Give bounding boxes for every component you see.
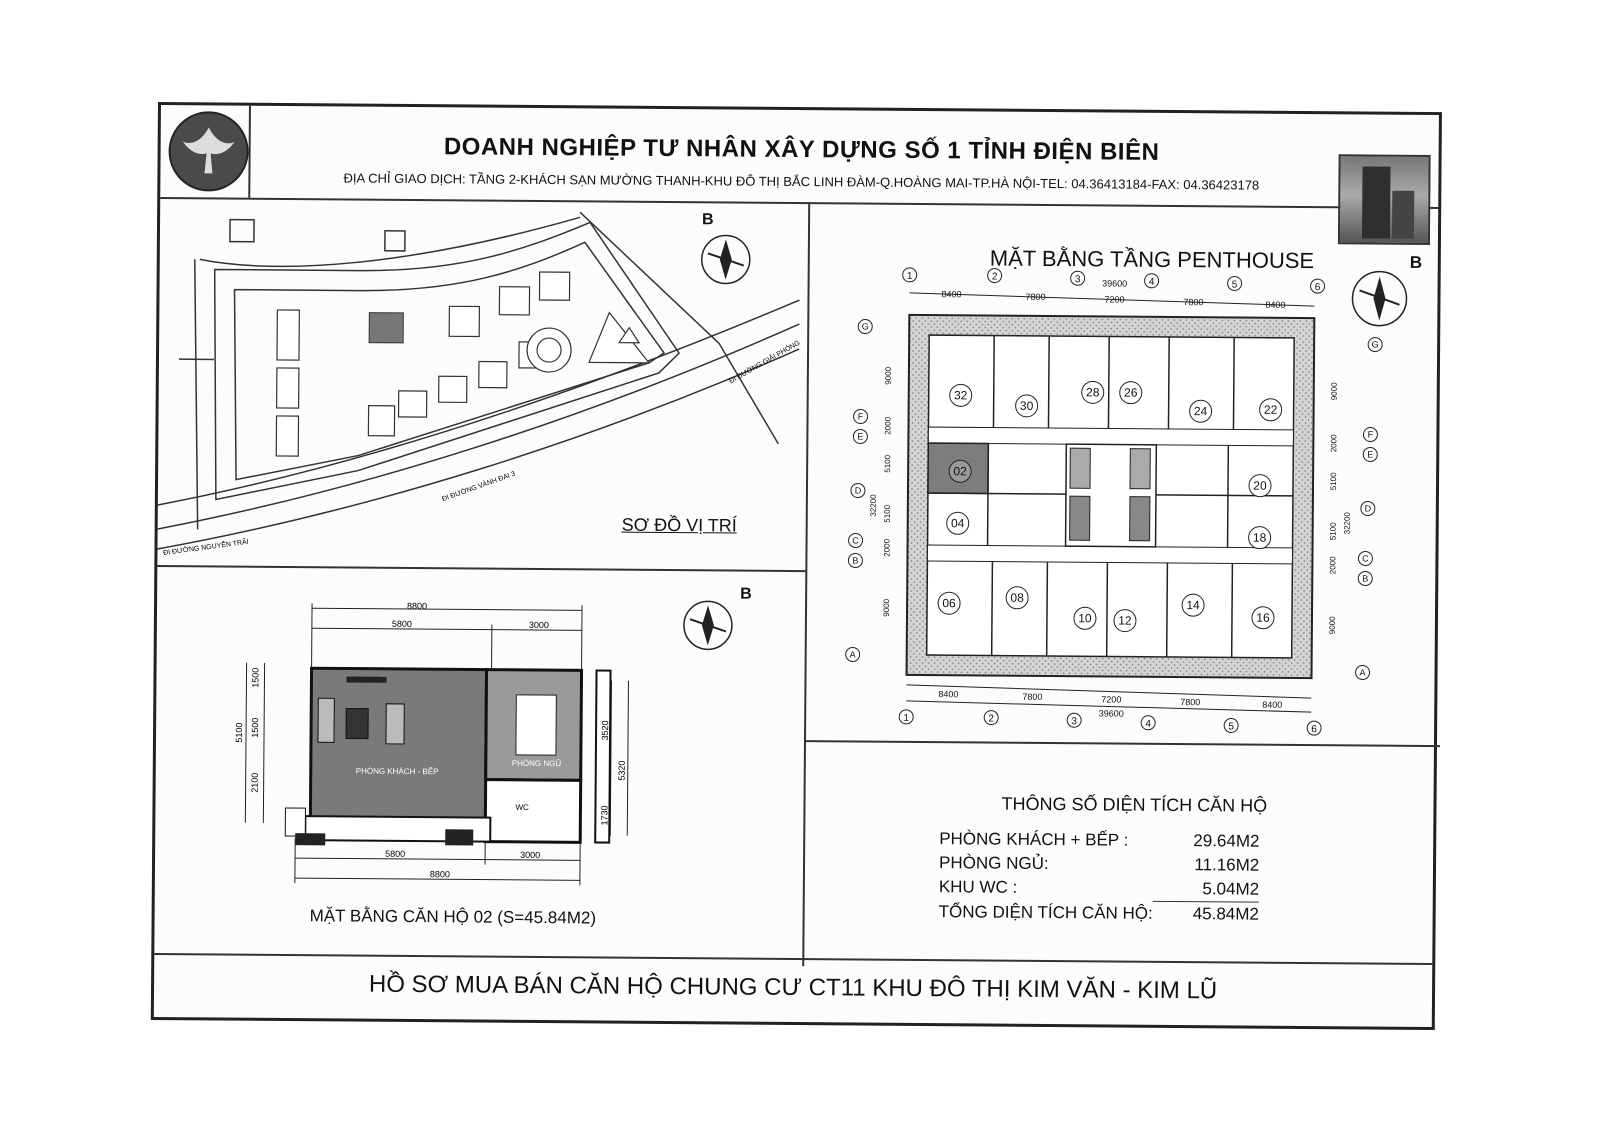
axis-row-a-right: A <box>1359 667 1366 678</box>
axis-col-2: 2 <box>991 271 998 283</box>
dim-right-5: 2000 <box>1328 556 1338 575</box>
dim-top-2: 3000 <box>528 619 549 631</box>
dim-left-2: 1500 <box>250 717 261 738</box>
unit-20: 20 <box>1253 478 1267 493</box>
penthouse-drawing <box>806 204 1444 745</box>
unit-02: 02 <box>953 464 967 479</box>
dim-right-6: 9000 <box>1327 616 1337 635</box>
axis-row-d-right: D <box>1364 503 1372 514</box>
dim-left-2: 2000 <box>883 416 893 435</box>
room-wc: WC <box>515 802 529 812</box>
company-logo <box>168 111 249 192</box>
penthouse-plan-panel <box>806 204 1444 745</box>
axis-row-f-right: F <box>1367 429 1374 440</box>
area-row <box>939 827 1259 854</box>
company-address: ĐỊA CHỈ GIAO DỊCH: TẦNG 2-KHÁCH SẠN MƯỜNG THANH-KHU ĐÔ THỊ BẮC LINH ĐÀM-Q.HOÀNG MAI-TP.HÀ NỘI-TEL: 04.36413184-FAX: 04.36423178 <box>343 170 1260 193</box>
axis-row-b-right: B <box>1362 573 1369 584</box>
dim-left-4: 5100 <box>882 504 892 523</box>
axis-row-d: D <box>854 485 862 496</box>
dim-left-total: 5100 <box>233 722 245 743</box>
document-title: HỒ SƠ MUA BÁN CĂN HỘ CHUNG CƯ CT11 KHU ĐÔ THỊ KIM VĂN - KIM LŨ <box>368 970 1218 1005</box>
dim-right-3: 5100 <box>1328 472 1339 491</box>
area-row <box>939 875 1259 902</box>
unit-10: 10 <box>1078 611 1092 626</box>
unit-32: 32 <box>953 388 968 403</box>
dim-right-1: 9000 <box>1329 382 1339 401</box>
axis-row-e-right: E <box>1367 449 1374 460</box>
dim-top-total: 8800 <box>407 600 428 612</box>
axis-col-4-bottom: 4 <box>1145 718 1151 730</box>
dim-bottom-total: 8800 <box>429 869 451 880</box>
dim-bottom-total: 39600 <box>1098 708 1124 719</box>
dim-top-5: 8400 <box>1265 299 1286 310</box>
dim-left-3: 5100 <box>883 454 893 473</box>
dim-left-1: 1500 <box>250 667 261 688</box>
drawing-sheet <box>151 102 1442 1030</box>
room-bedroom: PHÒNG NGỦ <box>511 758 562 769</box>
dim-right-1: 3520 <box>599 720 611 741</box>
unit-12: 12 <box>1118 613 1132 628</box>
unit-26: 26 <box>1124 385 1138 400</box>
area-total-label: TỔNG DIỆN TÍCH CĂN HỘ: <box>938 901 1153 923</box>
dim-top-1: 8400 <box>941 289 962 300</box>
axis-col-5-bottom: 5 <box>1228 721 1234 733</box>
road-label-nguyen-trai: ĐI ĐƯỜNG NGUYỄN TRÃI <box>162 538 250 558</box>
dim-right-2: 2000 <box>1329 434 1339 453</box>
axis-row-g: G <box>861 321 869 332</box>
axis-col-2-bottom: 2 <box>988 713 995 725</box>
header-divider <box>248 106 251 198</box>
area-label: KHU WC : <box>938 877 1018 898</box>
axis-row-e: E <box>857 431 864 442</box>
area-value: 11.16M2 <box>1194 855 1260 875</box>
axis-col-1-bottom: 1 <box>903 712 910 724</box>
area-row <box>939 851 1259 878</box>
area-label: PHÒNG KHÁCH + BẾP : <box>939 829 1129 850</box>
company-name: DOANH NGHIỆP TƯ NHÂN XÂY DỰNG SỐ 1 TỈNH ĐIỆN BIÊN <box>443 133 1160 166</box>
area-value: 29.64M2 <box>1193 831 1260 851</box>
dim-top-4: 7800 <box>1183 297 1204 308</box>
area-total-row <box>939 900 1259 927</box>
compass-label: B <box>702 211 714 229</box>
axis-col-4: 4 <box>1148 276 1155 288</box>
axis-col-3: 3 <box>1074 274 1081 286</box>
unit-08: 08 <box>1010 590 1024 605</box>
dim-left-3: 2100 <box>249 772 260 793</box>
unit-24: 24 <box>1193 404 1208 419</box>
dim-right-total: 5320 <box>616 760 627 781</box>
unit-06: 06 <box>942 596 956 611</box>
axis-row-c: C <box>852 535 859 546</box>
dim-left-6: 9000 <box>881 598 892 617</box>
dim-right-total: 32200 <box>1342 512 1352 535</box>
unit-plan-title: MẶT BẰNG CĂN HỘ 02 (S=45.84M2) <box>309 906 597 928</box>
dim-left-5: 2000 <box>882 538 892 557</box>
dim-bottom-2: 3000 <box>520 849 541 861</box>
dim-bottom-4: 7800 <box>1180 697 1201 708</box>
axis-col-6: 6 <box>1314 282 1321 294</box>
site-plan-panel <box>157 199 808 570</box>
axis-col-1: 1 <box>906 270 913 282</box>
dim-bottom-1: 8400 <box>938 689 959 700</box>
axis-row-a: A <box>849 649 856 660</box>
dim-right-4: 5100 <box>1328 522 1338 541</box>
axis-row-c-right: C <box>1362 553 1369 564</box>
area-total-value: 45.84M2 <box>1192 904 1259 924</box>
axis-col-3-bottom: 3 <box>1071 716 1077 728</box>
road-label-giai-phong: ĐI ĐƯỜNG GIẢI PHÓNG <box>728 339 802 386</box>
dim-bottom-2: 7800 <box>1022 691 1043 702</box>
site-plan-title: SƠ ĐỒ VỊ TRÍ <box>621 514 737 536</box>
penthouse-title: MẶT BẰNG TẦNG PENTHOUSE <box>989 245 1315 274</box>
unit-plan-panel <box>154 567 805 966</box>
compass-label: B <box>1409 252 1423 272</box>
title-block-header <box>160 105 1439 209</box>
axis-row-g-right: G <box>1371 339 1379 350</box>
unit-30: 30 <box>1019 398 1034 413</box>
axis-col-5: 5 <box>1231 279 1238 291</box>
unit-28: 28 <box>1086 385 1100 400</box>
dim-bottom-5: 8400 <box>1262 699 1283 710</box>
dim-bottom-1: 5800 <box>385 848 406 859</box>
dim-right-2: 1730 <box>599 805 610 826</box>
title-block-footer <box>154 953 1432 1027</box>
north-arrow-site <box>700 211 752 285</box>
area-spec-title: THÔNG SỐ DIỆN TÍCH CĂN HỘ <box>1001 793 1268 816</box>
unit-16: 16 <box>1256 610 1270 625</box>
road-label-vanh-dai: ĐI ĐƯỜNG VÀNH ĐAI 3 <box>441 470 517 504</box>
dim-top-total: 39600 <box>1102 278 1128 289</box>
unit-14: 14 <box>1186 598 1200 613</box>
area-label: PHÒNG NGỦ: <box>938 853 1049 874</box>
unit-04: 04 <box>950 516 965 531</box>
axis-row-b: B <box>852 555 859 566</box>
area-value: 5.04M2 <box>1153 877 1259 902</box>
dim-left-total: 32200 <box>868 494 878 517</box>
area-spec-panel <box>804 742 1440 971</box>
dim-top-3: 7200 <box>1104 294 1125 305</box>
dim-left-1: 9000 <box>883 366 893 385</box>
unit-18: 18 <box>1252 530 1267 545</box>
dim-top-1: 5800 <box>391 618 412 630</box>
dim-bottom-3: 7200 <box>1101 694 1122 705</box>
compass-label: B <box>740 585 752 603</box>
unit-22: 22 <box>1263 402 1278 417</box>
dim-top-2: 7800 <box>1025 291 1046 302</box>
room-living-kitchen: PHÒNG KHÁCH - BẾP <box>355 766 439 777</box>
axis-row-f: F <box>857 411 864 422</box>
axis-col-6-bottom: 6 <box>1311 724 1317 736</box>
north-arrow-unit <box>682 585 752 651</box>
area-spec-table <box>939 827 1260 927</box>
